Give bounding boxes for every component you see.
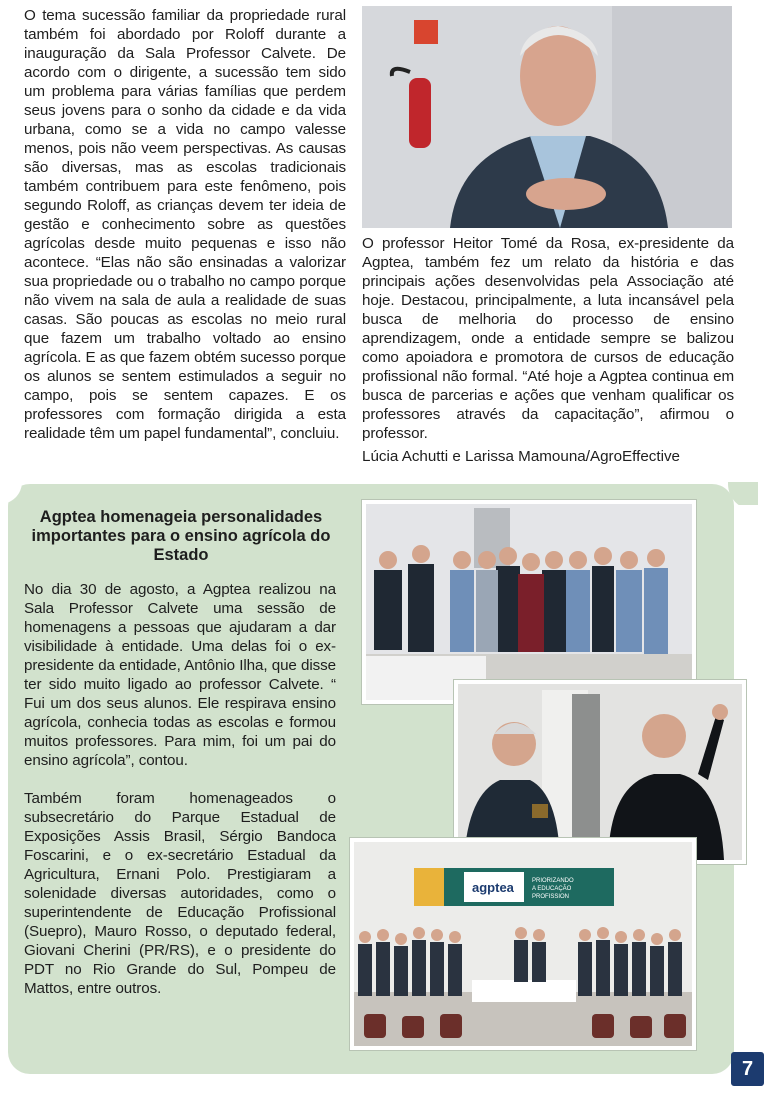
banner-slogan-2: A EDUCAÇÃO: [532, 886, 572, 892]
photo-room-audience: [350, 838, 696, 1050]
section-title: Agptea homenageia personalidades importantes para o ensino agrícola do Estado: [31, 508, 331, 564]
section-paragraph-1: No dia 30 de agosto, a Agptea realizou na Sala Professor Calvete uma sessão de homenagens a pessoas que ajudaram a dar visibilidade à entidade. Uma delas foi o ex-presidente da entidade, Antônio Ilha, que disse ter sido muito ligado ao professor Calvete. “ Fui um dos seus alunos. Ele respirava ensino agrícola, conhecia todas as escolas e formou muitos professores. Para mim, foi um pai do ensino agrícola”, contou.: [24, 581, 336, 769]
article-left-column: [24, 6, 346, 443]
article-right-column: [362, 234, 734, 443]
article-right-paragraph: O professor Heitor Tomé da Rosa, ex-presidente da Agptea, também fez um relato da história e das principais ações desenvolvidas pela Associação até hoje. Destacou, principalmente, a luta incansável pela busca de melhoria do processo de ensino aprendizagem, onde a entidade sempre se balizou como apoiadora e promotora de cursos de educação profissional não formal. “Até hoje a Agptea continua em busca de parcerias e ações que venham qualificar os professores através da capacitação”, afirmou o professor.: [362, 235, 734, 442]
photo-two-speakers: [454, 680, 746, 864]
photo-group-honorees: [362, 500, 696, 704]
article-left-paragraph: O tema sucessão familiar da propriedade rural também foi abordado por Roloff durante a inauguração da Sala Professor Calvete. De acordo com o dirigente, a sucessão tem sido um problema para várias famílias que perdem seus jovens para o sonho da cidade e da vida urbana, como se a vida no campo valesse menos, pois não veem perspectivas. As causas são diversas, mas as escolas tradicionais também contribuem para este fenômeno, pois segundo Roloff, as crianças devem ter ideia de gestão e conhecimento sobre as questões agrícolas desde muito pequenas e isso não acontece. “Elas não são ensinadas a valorizar sua propriedade ou o trabalho no campo porque não vivem na sala de aula a realidade de suas casas. São poucas as escolas no meio rural que fazem um trabalho voltado ao ensino agrícola. E as que fazem obtém sucesso porque os alunos se sentem estimulados a seguir no campo, pois se sentem capazes. E os professores com formação dirigida a esta realidade têm um papel fundamental”, concluiu.: [24, 7, 346, 442]
page-number-badge: 7: [731, 1052, 764, 1086]
banner-slogan-3: PROFISSION: [532, 894, 570, 900]
banner-logo-text: agptea: [472, 880, 514, 895]
section-paragraph-2: Também foram homenageados o subsecretário do Parque Estadual de Exposições Assis Brasil, Sérgio Bandoca Foscarini, e o ex-secretário Estadual da Agricultura, Ernani Polo. Prestigiaram a solenidade diversas autoridades, como o superintendente de Educação Profissional (Suepro), Mauro Rosso, o deputado federal, Giovani Cherini (PR/RS), e o presidente do PDT no Rio Grande do Sul, Pompeu de Mattos, entre outros.: [24, 790, 336, 997]
banner-slogan-1: PRIORIZANDO: [532, 878, 574, 884]
photo-speaker-heitor: [362, 6, 732, 228]
article-credit: Lúcia Achutti e Larissa Mamouna/AgroEffective: [362, 448, 680, 465]
section-body: [24, 580, 336, 998]
